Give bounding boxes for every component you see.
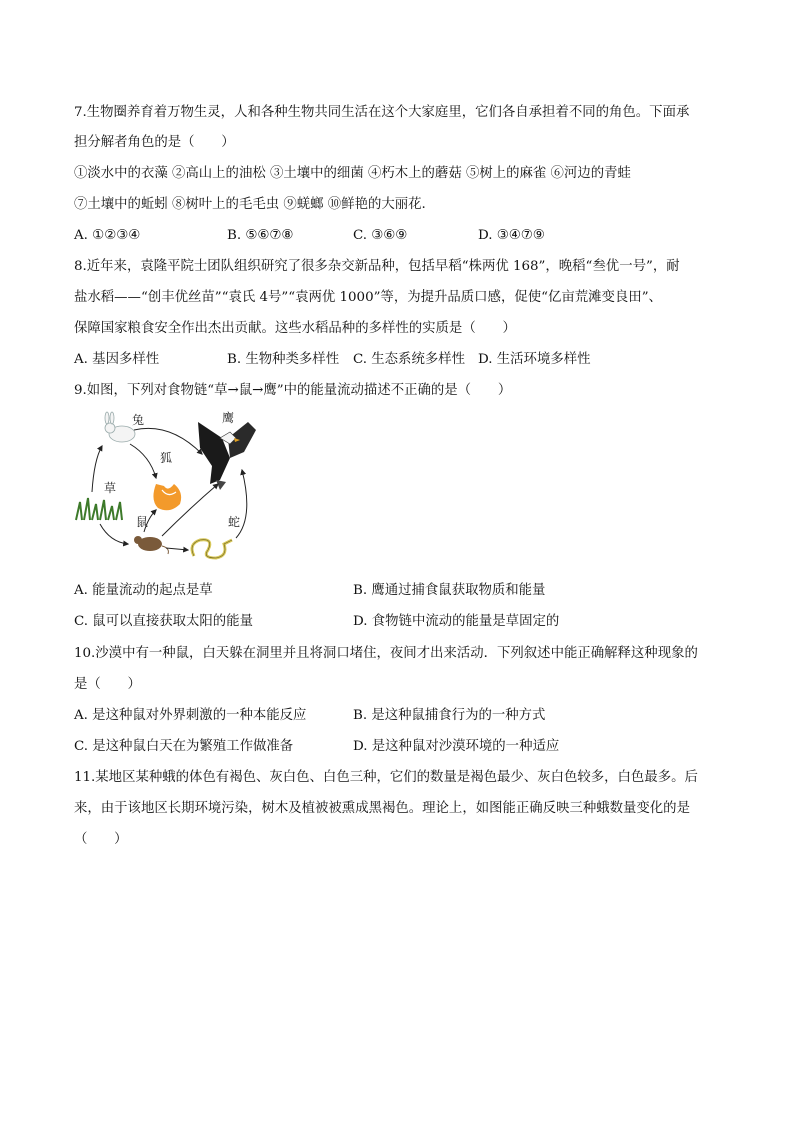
q9-stem: 9.如图，下列对食物链“草→鼠→鹰”中的能量流动描述不正确的是（ ） [74, 383, 512, 398]
snake-icon [192, 540, 232, 558]
q8-option-a: A. 基因多样性 [74, 352, 160, 367]
q10-option-b: B. 是这种鼠捕食行为的一种方式 [353, 708, 546, 723]
q11-stem-line1: 11.某地区某种蛾的体色有褐色、灰白色、白色三种，它们的数量是褐色最少、灰白色较多，白色最多。后 [74, 770, 698, 785]
eagle-icon [198, 422, 256, 490]
q8-option-b: B. 生物种类多样性 [227, 352, 340, 367]
arrow-grass-mouse [100, 524, 128, 544]
q11-stem-line3: （ ） [74, 832, 128, 847]
arrow-grass-rabbit [92, 446, 102, 492]
q10-option-c: C. 是这种鼠白天在为繁殖工作做准备 [74, 739, 294, 754]
label-eagle: 鹰 [222, 411, 235, 425]
fox-icon [153, 484, 181, 510]
arrow-mouse-snake [166, 548, 188, 550]
label-rabbit: 兔 [132, 413, 145, 427]
q9-option-d: D. 食物链中流动的能量是草固定的 [353, 614, 560, 629]
label-mouse: 鼠 [136, 515, 149, 529]
rabbit-icon [105, 412, 135, 442]
q7-option-b: B. ⑤⑥⑦⑧ [227, 228, 294, 243]
q8-stem-line1: 8.近年来，袁隆平院士团队组织研究了很多杂交新品种，包括早稻“株两优 168”，晚稻“叁优一号”，耐 [74, 259, 680, 274]
q7-stem-line1: 7.生物圈养育着万物生灵，人和各种生物共同生活在这个大家庭里，它们各自承担着不同的角色。下面承 [74, 105, 690, 120]
q7-items-line2: ⑦土壤中的蚯蚓 ⑧树叶上的毛毛虫 ⑨蜣螂 ⑩鲜艳的大丽花. [74, 197, 426, 212]
q7-items-line1: ①淡水中的衣藻 ②高山上的油松 ③土壤中的细菌 ④朽木上的蘑菇 ⑤树上的麻雀 ⑥河边的青蛙 [74, 166, 631, 181]
q7-option-d: D. ③④⑦⑨ [478, 228, 545, 243]
q10-stem-line1: 10.沙漠中有一种鼠，白天躲在洞里并且将洞口堵住，夜间才出来活动．下列叙述中能正确解释这种现象的 [74, 646, 698, 661]
q8-option-d: D. 生活环境多样性 [478, 352, 591, 367]
label-fox: 狐 [160, 451, 173, 465]
arrow-rabbit-fox [130, 444, 156, 478]
grass-icon [76, 498, 122, 520]
q8-option-c: C. 生态系统多样性 [353, 352, 466, 367]
food-web-figure [70, 408, 270, 568]
q7-option-a: A. ①②③④ [74, 228, 141, 243]
q7-stem-line2: 担分解者角色的是（ ） [74, 135, 235, 150]
q8-stem-line3: 保障国家粮食安全作出杰出贡献。这些水稻品种的多样性的实质是（ ） [74, 321, 516, 336]
food-web-svg [70, 408, 270, 568]
label-grass: 草 [104, 481, 117, 495]
q9-option-b: B. 鹰通过捕食鼠获取物质和能量 [353, 583, 546, 598]
q10-stem-line2: 是（ ） [74, 677, 141, 692]
q11-stem-line2: 来，由于该地区长期环境污染，树木及植被被熏成黑褐色。理论上，如图能正确反映三种蛾数量变化的是 [74, 801, 690, 816]
q10-option-d: D. 是这种鼠对沙漠环境的一种适应 [353, 739, 560, 754]
q7-option-c: C. ③⑥⑨ [353, 228, 408, 243]
q9-option-c: C. 鼠可以直接获取太阳的能量 [74, 614, 253, 629]
label-snake: 蛇 [228, 515, 241, 529]
q9-option-a: A. 能量流动的起点是草 [74, 583, 213, 598]
mouse-icon [134, 536, 168, 554]
q8-stem-line2: 盐水稻——“创丰优丝苗”“袁氏 4号”“袁两优 1000”等，为提升品质口感，促使“亿亩荒滩变良田”、 [74, 290, 662, 305]
q10-option-a: A. 是这种鼠对外界刺激的一种本能反应 [74, 708, 307, 723]
